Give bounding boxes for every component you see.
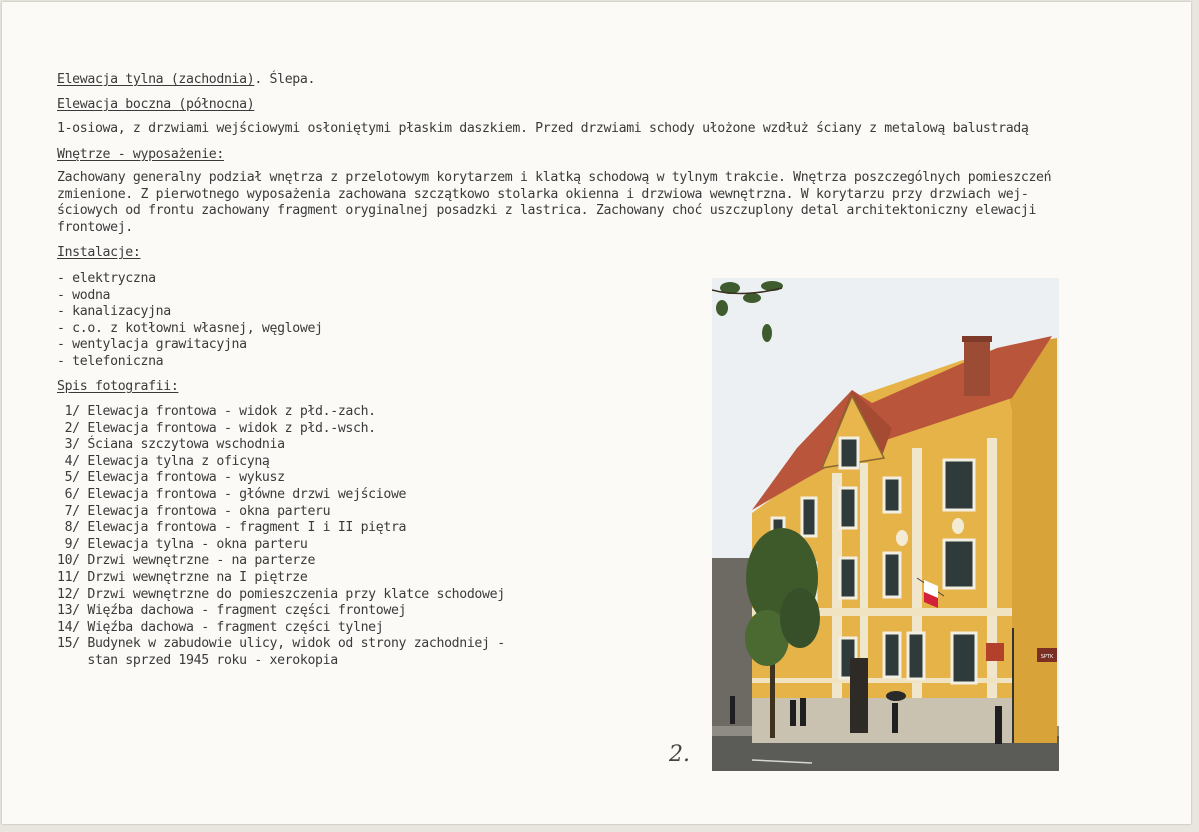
interior-text: Zachowany generalny podział wnętrza z przelotowym korytarzem i klatką schodową w tylnym trakcie. Wnętrza poszczególnych pomieszczeń zmienione. Z pierwotnego wyposażenia zachowana szczątkowo stolarka okienna i drzwiowa wewnętrzna. W korytarzu przy drzwiach wej- ściowych od frontu zachowany fragment oryginalnej posadzki z lastrica. Zachowany choć uszczuplony detal architektoniczny elewacji frontowej. [57,170,1052,235]
list-item: - telefoniczna [57,353,164,369]
list-item: 14/ Więźba dachowa - fragment części tylnej [57,619,384,635]
list-item: 2/ Elewacja frontowa - widok z płd.-wsch. [57,420,376,436]
installations-heading: Instalacje: [57,245,141,260]
photos-heading: Spis fotografii: [57,379,179,394]
list-item: 6/ Elewacja frontowa - główne drzwi wejściowe [57,486,407,502]
interior-heading: Wnętrze - wyposażenie: [57,147,224,162]
list-item: 7/ Elewacja frontowa - okna parteru [57,503,331,519]
list-item: 1/ Elewacja frontowa - widok z płd.-zach. [57,404,376,419]
list-item: 10/ Drzwi wewnętrzne - na parterze [57,553,316,569]
list-item: 3/ Ściana szczytowa wschodnia [57,437,285,453]
document-sheet [2,2,1191,824]
side-elevation-heading: Elewacja boczna (północna) [57,97,255,112]
list-item: stan sprzed 1945 roku - xerokopia [57,652,338,668]
list-item: - wodna [57,287,111,303]
rear-elevation-heading: Elewacja tylna (zachodnia) [57,72,255,87]
list-item: - c.o. z kotłowni własnej, węglowej [57,320,323,336]
list-item: - elektryczna [57,271,156,286]
photos-list [57,404,505,670]
list-item: - kanalizacyjna [57,304,171,320]
list-item: 13/ Więźba dachowa - fragment części frontowej [57,603,407,619]
rear-elevation-text: . Ślepa. [254,72,316,87]
rear-elevation-line [57,72,315,89]
list-item: - wentylacja grawitacyjna [57,337,247,353]
list-item: 12/ Drzwi wewnętrzne do pomieszczenia przy klatce schodowej [57,586,505,602]
building-photo [712,278,1059,771]
installations-list [57,271,323,371]
building-photo-illustration [712,278,1059,771]
page-number: 2. [669,742,690,767]
list-item: 5/ Elewacja frontowa - wykusz [57,470,285,486]
side-elevation-text: 1-osiowa, z drzwiami wejściowymi osłoniętymi płaskim daszkiem. Przed drzwiami schody ułożone wzdłuż ściany z metalową balustradą [57,121,1029,136]
list-item: 4/ Elewacja tylna z oficyną [57,453,270,469]
street-sign-text: SPTK [1040,654,1054,660]
list-item: 9/ Elewacja tylna - okna parteru [57,536,308,552]
list-item: 8/ Elewacja frontowa - fragment I i II piętra [57,520,407,536]
list-item: 11/ Drzwi wewnętrzne na I piętrze [57,569,308,585]
list-item: 15/ Budynek w zabudowie ulicy, widok od strony zachodniej - [57,636,505,652]
